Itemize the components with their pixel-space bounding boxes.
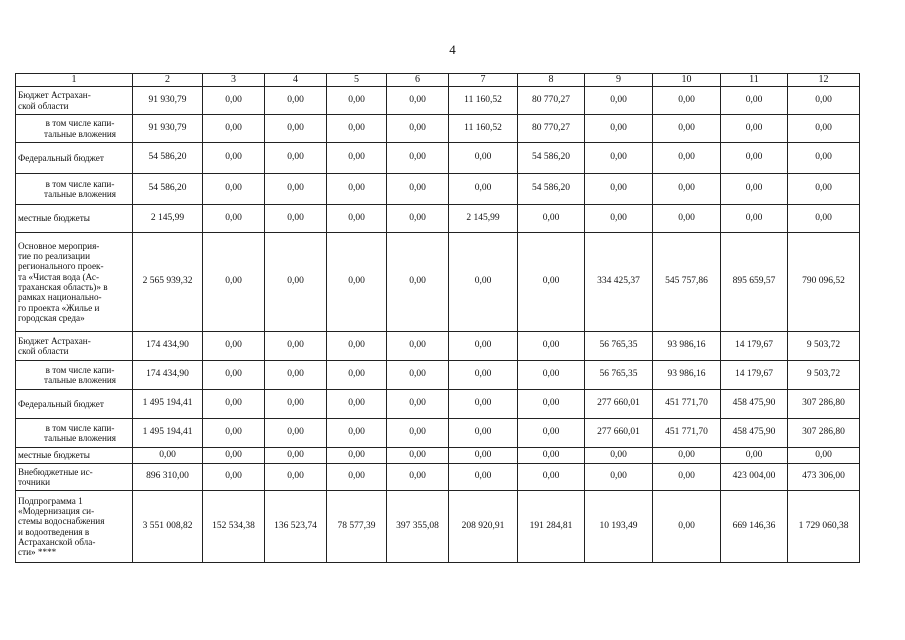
- cell-value: 0,00: [449, 448, 518, 464]
- cell-value: 208 920,91: [449, 491, 518, 563]
- cell-value: 277 660,01: [585, 419, 653, 448]
- cell-value: 1 495 194,41: [133, 419, 203, 448]
- cell-value: 91 930,79: [133, 87, 203, 115]
- table-row: [16, 448, 860, 464]
- cell-value: 0,00: [327, 115, 387, 143]
- cell-value: 93 986,16: [653, 361, 721, 390]
- cell-value: 0,00: [585, 143, 653, 174]
- cell-value: 0,00: [387, 390, 449, 419]
- cell-value: 0,00: [265, 419, 327, 448]
- cell-value: 54 586,20: [518, 174, 585, 205]
- cell-value: 136 523,74: [265, 491, 327, 563]
- cell-value: 0,00: [265, 115, 327, 143]
- cell-value: 10 193,49: [585, 491, 653, 563]
- cell-value: 277 660,01: [585, 390, 653, 419]
- funding-table: [15, 73, 860, 563]
- cell-value: 423 004,00: [721, 464, 788, 491]
- cell-value: 0,00: [327, 448, 387, 464]
- cell-value: 0,00: [788, 143, 860, 174]
- cell-value: 0,00: [387, 419, 449, 448]
- cell-value: 93 986,16: [653, 332, 721, 361]
- column-header: 7: [449, 74, 518, 87]
- row-label: в том числе капи- тальные вложения: [16, 361, 133, 390]
- cell-value: 0,00: [721, 205, 788, 233]
- row-label: Бюджет Астрахан- ской области: [16, 87, 133, 115]
- cell-value: 174 434,90: [133, 332, 203, 361]
- cell-value: 0,00: [203, 332, 265, 361]
- cell-value: 790 096,52: [788, 233, 860, 332]
- column-header: 9: [585, 74, 653, 87]
- cell-value: 0,00: [327, 87, 387, 115]
- page-number: 4: [449, 42, 456, 57]
- column-header: 1: [16, 74, 133, 87]
- cell-value: 0,00: [721, 87, 788, 115]
- cell-value: 174 434,90: [133, 361, 203, 390]
- cell-value: 0,00: [518, 332, 585, 361]
- cell-value: 0,00: [653, 464, 721, 491]
- cell-value: 0,00: [721, 174, 788, 205]
- cell-value: 191 284,81: [518, 491, 585, 563]
- cell-value: 0,00: [518, 390, 585, 419]
- cell-value: 0,00: [653, 87, 721, 115]
- cell-value: 0,00: [327, 174, 387, 205]
- table-row: [16, 361, 860, 390]
- cell-value: 0,00: [203, 143, 265, 174]
- cell-value: 56 765,35: [585, 332, 653, 361]
- cell-value: 0,00: [653, 115, 721, 143]
- cell-value: 0,00: [387, 448, 449, 464]
- cell-value: 0,00: [653, 448, 721, 464]
- cell-value: 2 145,99: [449, 205, 518, 233]
- cell-value: 0,00: [327, 390, 387, 419]
- cell-value: 0,00: [203, 361, 265, 390]
- cell-value: 0,00: [203, 205, 265, 233]
- cell-value: 0,00: [387, 233, 449, 332]
- cell-value: 78 577,39: [327, 491, 387, 563]
- column-header: 3: [203, 74, 265, 87]
- cell-value: 0,00: [387, 205, 449, 233]
- cell-value: 0,00: [387, 332, 449, 361]
- table-row: [16, 174, 860, 205]
- column-header: 2: [133, 74, 203, 87]
- cell-value: 0,00: [788, 448, 860, 464]
- cell-value: 0,00: [518, 448, 585, 464]
- row-label: в том числе капи- тальные вложения: [16, 174, 133, 205]
- cell-value: 56 765,35: [585, 361, 653, 390]
- cell-value: 451 771,70: [653, 390, 721, 419]
- cell-value: 458 475,90: [721, 419, 788, 448]
- cell-value: 0,00: [387, 361, 449, 390]
- cell-value: 14 179,67: [721, 332, 788, 361]
- cell-value: 0,00: [585, 205, 653, 233]
- cell-value: 0,00: [387, 174, 449, 205]
- cell-value: 0,00: [265, 143, 327, 174]
- cell-value: 0,00: [449, 233, 518, 332]
- row-label: Бюджет Астрахан- ской области: [16, 332, 133, 361]
- cell-value: 2 565 939,32: [133, 233, 203, 332]
- cell-value: 0,00: [585, 448, 653, 464]
- cell-value: 545 757,86: [653, 233, 721, 332]
- cell-value: 0,00: [265, 174, 327, 205]
- row-label: местные бюджеты: [16, 448, 133, 464]
- table-body: [16, 74, 860, 563]
- cell-value: 11 160,52: [449, 87, 518, 115]
- cell-value: 9 503,72: [788, 361, 860, 390]
- cell-value: 0,00: [449, 361, 518, 390]
- cell-value: 397 355,08: [387, 491, 449, 563]
- column-header: 11: [721, 74, 788, 87]
- row-label: Основное мероприя- тие по реализации регионального проек- та «Чистая вода (Ас- траханская область)» в рамках национально- го проекта «Жилье и городская среда»: [16, 233, 133, 332]
- column-header: 5: [327, 74, 387, 87]
- cell-value: 0,00: [327, 143, 387, 174]
- cell-value: 54 586,20: [518, 143, 585, 174]
- cell-value: 669 146,36: [721, 491, 788, 563]
- cell-value: 0,00: [585, 174, 653, 205]
- cell-value: 0,00: [387, 115, 449, 143]
- table-row: [16, 491, 860, 563]
- cell-value: 0,00: [203, 233, 265, 332]
- cell-value: 473 306,00: [788, 464, 860, 491]
- row-label: Подпрограмма 1 «Модернизация си- стемы водоснабжения и водоотведения в Астраханской обла- сти» ****: [16, 491, 133, 563]
- column-header: 4: [265, 74, 327, 87]
- cell-value: 0,00: [518, 205, 585, 233]
- table-row: [16, 332, 860, 361]
- cell-value: 0,00: [265, 464, 327, 491]
- cell-value: 11 160,52: [449, 115, 518, 143]
- table-row: [16, 87, 860, 115]
- cell-value: 0,00: [203, 174, 265, 205]
- cell-value: 0,00: [449, 464, 518, 491]
- cell-value: 0,00: [585, 115, 653, 143]
- cell-value: 0,00: [265, 233, 327, 332]
- cell-value: 0,00: [449, 174, 518, 205]
- table-row: [16, 143, 860, 174]
- cell-value: 0,00: [203, 390, 265, 419]
- cell-value: 334 425,37: [585, 233, 653, 332]
- cell-value: 14 179,67: [721, 361, 788, 390]
- cell-value: 0,00: [449, 332, 518, 361]
- column-header: 10: [653, 74, 721, 87]
- table-row: [16, 115, 860, 143]
- row-label: Федеральный бюджет: [16, 143, 133, 174]
- row-label: Федеральный бюджет: [16, 390, 133, 419]
- cell-value: 0,00: [449, 390, 518, 419]
- column-header: 12: [788, 74, 860, 87]
- cell-value: 0,00: [518, 419, 585, 448]
- table-row: [16, 233, 860, 332]
- cell-value: 0,00: [721, 143, 788, 174]
- cell-value: 0,00: [788, 174, 860, 205]
- cell-value: 0,00: [327, 419, 387, 448]
- cell-value: 152 534,38: [203, 491, 265, 563]
- cell-value: 80 770,27: [518, 115, 585, 143]
- cell-value: 451 771,70: [653, 419, 721, 448]
- table-row: [16, 390, 860, 419]
- cell-value: 0,00: [721, 115, 788, 143]
- cell-value: 0,00: [327, 205, 387, 233]
- cell-value: 0,00: [788, 205, 860, 233]
- cell-value: 0,00: [203, 419, 265, 448]
- cell-value: 1 729 060,38: [788, 491, 860, 563]
- cell-value: 3 551 008,82: [133, 491, 203, 563]
- cell-value: 0,00: [265, 332, 327, 361]
- cell-value: 0,00: [265, 448, 327, 464]
- cell-value: 0,00: [518, 233, 585, 332]
- cell-value: 0,00: [788, 115, 860, 143]
- cell-value: 0,00: [327, 233, 387, 332]
- cell-value: 0,00: [265, 87, 327, 115]
- cell-value: 895 659,57: [721, 233, 788, 332]
- cell-value: 0,00: [449, 419, 518, 448]
- cell-value: 0,00: [265, 205, 327, 233]
- cell-value: 54 586,20: [133, 174, 203, 205]
- cell-value: 54 586,20: [133, 143, 203, 174]
- column-header: 6: [387, 74, 449, 87]
- column-header: 8: [518, 74, 585, 87]
- cell-value: 0,00: [653, 491, 721, 563]
- cell-value: 307 286,80: [788, 390, 860, 419]
- cell-value: 458 475,90: [721, 390, 788, 419]
- cell-value: 0,00: [265, 390, 327, 419]
- column-number-row: [16, 74, 860, 87]
- cell-value: 1 495 194,41: [133, 390, 203, 419]
- cell-value: 0,00: [721, 448, 788, 464]
- row-label: в том числе капи- тальные вложения: [16, 115, 133, 143]
- cell-value: 0,00: [585, 87, 653, 115]
- row-label: в том числе капи- тальные вложения: [16, 419, 133, 448]
- cell-value: 0,00: [449, 143, 518, 174]
- cell-value: 0,00: [518, 361, 585, 390]
- cell-value: 91 930,79: [133, 115, 203, 143]
- cell-value: 80 770,27: [518, 87, 585, 115]
- cell-value: 0,00: [203, 115, 265, 143]
- cell-value: 0,00: [653, 143, 721, 174]
- cell-value: 0,00: [203, 448, 265, 464]
- cell-value: 0,00: [653, 205, 721, 233]
- table-row: [16, 205, 860, 233]
- cell-value: 0,00: [327, 332, 387, 361]
- table-row: [16, 419, 860, 448]
- cell-value: 0,00: [265, 361, 327, 390]
- cell-value: 307 286,80: [788, 419, 860, 448]
- cell-value: 0,00: [585, 464, 653, 491]
- cell-value: 0,00: [387, 143, 449, 174]
- row-label: Внебюджетные ис- точники: [16, 464, 133, 491]
- cell-value: 0,00: [653, 174, 721, 205]
- cell-value: 0,00: [387, 87, 449, 115]
- cell-value: 9 503,72: [788, 332, 860, 361]
- cell-value: 0,00: [387, 464, 449, 491]
- cell-value: 0,00: [203, 464, 265, 491]
- cell-value: 0,00: [788, 87, 860, 115]
- cell-value: 0,00: [327, 361, 387, 390]
- cell-value: 0,00: [203, 87, 265, 115]
- cell-value: 0,00: [327, 464, 387, 491]
- table-row: [16, 464, 860, 491]
- cell-value: 0,00: [133, 448, 203, 464]
- cell-value: 2 145,99: [133, 205, 203, 233]
- row-label: местные бюджеты: [16, 205, 133, 233]
- cell-value: 896 310,00: [133, 464, 203, 491]
- cell-value: 0,00: [518, 464, 585, 491]
